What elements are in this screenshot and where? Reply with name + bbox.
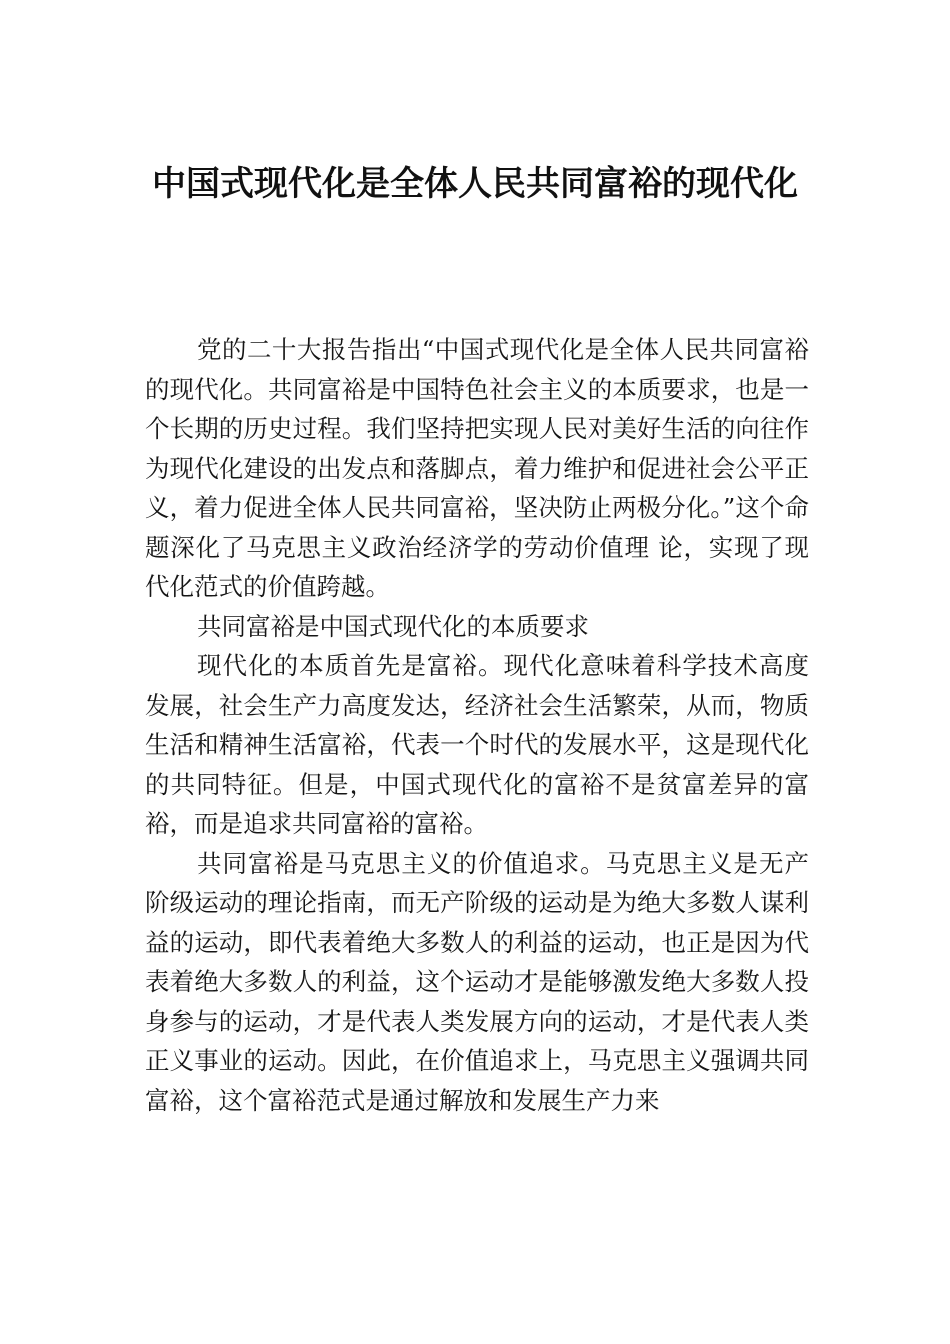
document-body bbox=[145, 330, 809, 1120]
document-title: 中国式现代化是全体人民共同富裕的现代化 bbox=[152, 164, 798, 204]
section-heading: 共同富裕是中国式现代化的本质要求 bbox=[197, 611, 589, 641]
paragraph-marxism: 共同富裕是马克思主义的价值追求。马克思主义是无产阶级运动的理论指南，而无产阶级的运动是为绝大多数人谋利益的运动，即代表着绝大多数人的利益的运动，也正是因为代表着绝大多数人的利益，这个运动才是能够激发绝大多数人投身参与的运动，才是代表人类发展方向的运动，才是代表人类正义事业的运动。因此，在价值追求上，马克思主义强调共同富裕，这个富裕范式是通过解放和发展生产力来 bbox=[145, 848, 809, 1115]
paragraph-intro: 党的二十大报告指出“中国式现代化是全体人民共同富裕的现代化。共同富裕是中国特色社会主义的本质要求，也是一个长期的历史过程。我们坚持把实现人民对美好生活的向往作为现代化建设的出发点和落脚点，着力维护和促进社会公平正义，着力促进全体人民共同富裕，坚决防止两极分化。”这个命题深化了马克思主义政治经济学的劳动价值理 论，实现了现代化范式的价值跨越。 bbox=[145, 335, 809, 601]
paragraph-modernization: 现代化的本质首先是富裕。现代化意味着科学技术高度发展，社会生产力高度发达，经济社会生活繁荣，从而，物质生活和精神生活富裕，代表一个时代的发展水平，这是现代化的共同特征。但是，中国式现代化的富裕不是贫富差异的富裕，而是追求共同富裕的富裕。 bbox=[145, 651, 809, 838]
